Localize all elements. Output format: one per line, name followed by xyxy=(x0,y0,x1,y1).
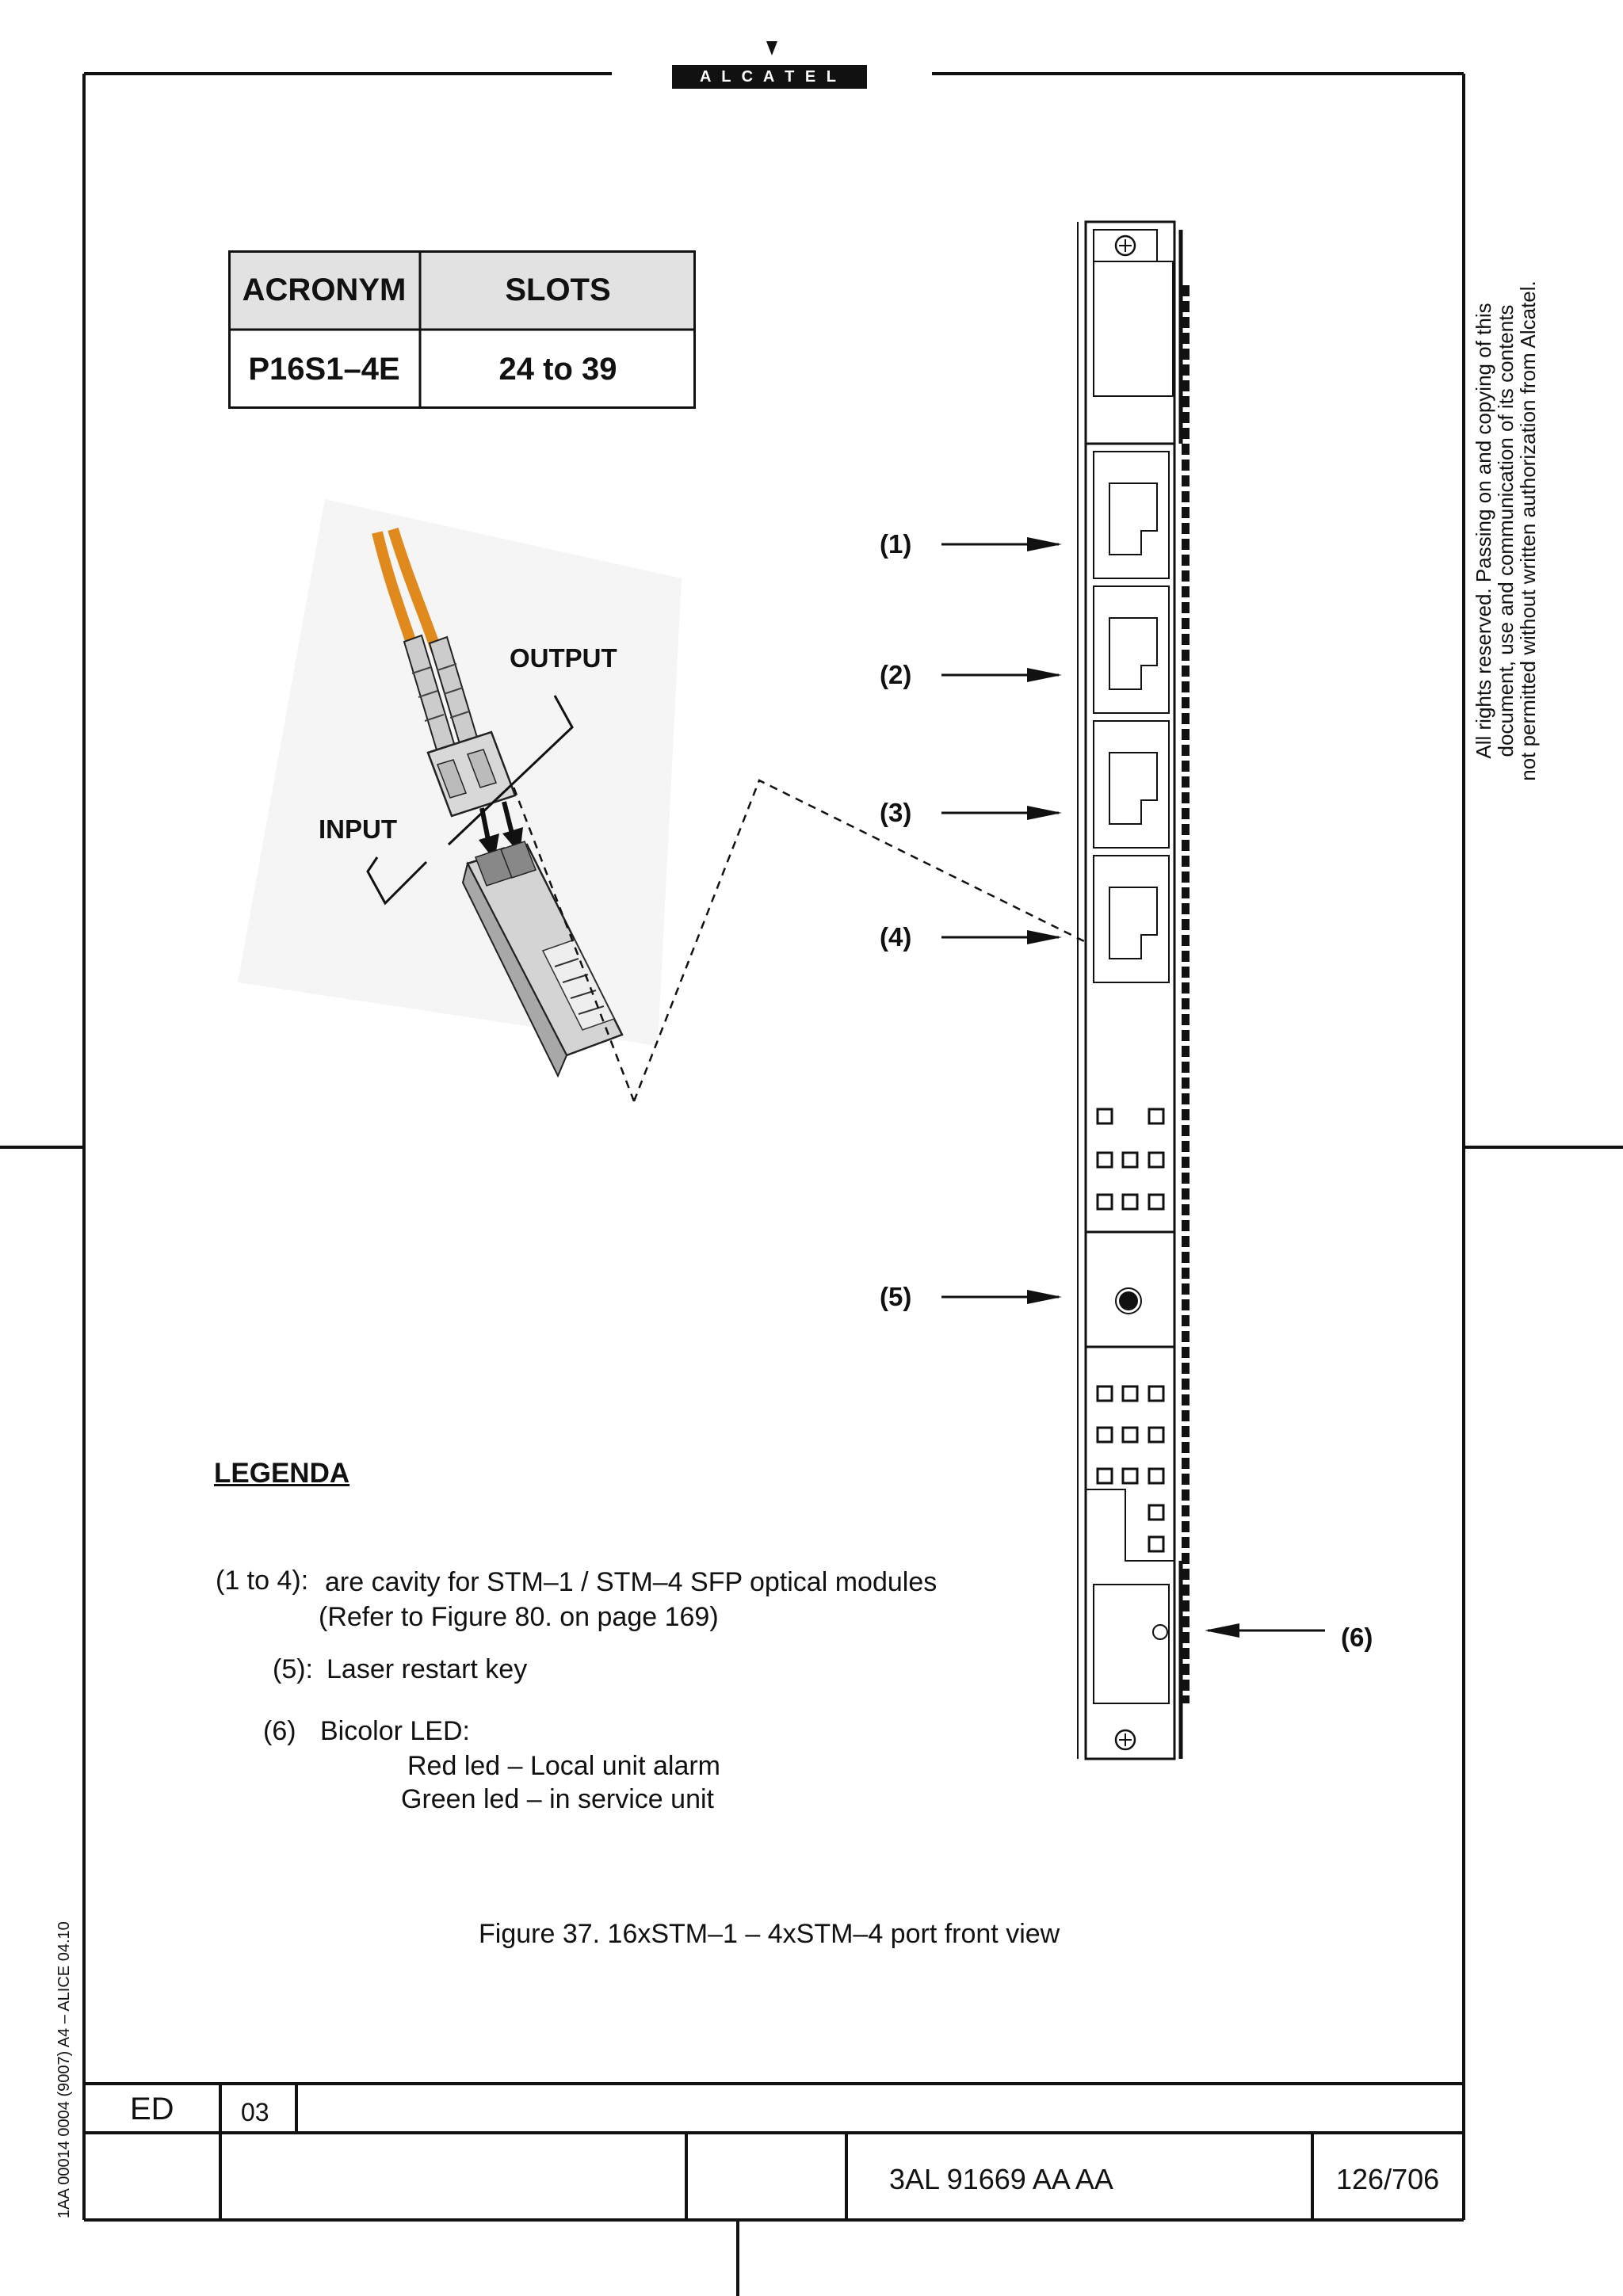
legend-text-3: Laser restart key xyxy=(327,1654,528,1684)
table-header-slots: SLOTS xyxy=(505,272,611,307)
rights-notice xyxy=(1472,277,1539,784)
callout-5: (5) xyxy=(880,1282,912,1311)
footer-ed-value: 03 xyxy=(241,2098,269,2126)
legend-key-4: (6) xyxy=(263,1716,296,1746)
logo-text: A L C A T E L xyxy=(699,68,840,86)
side-document-code: 1AA 00014 0004 (9007) A4 – ALICE 04.10 xyxy=(55,1921,73,2218)
legend-key-1: (1 to 4): xyxy=(216,1566,309,1596)
footer-ed-label: ED xyxy=(130,2092,174,2126)
legend-text-1: are cavity for STM–1 / STM–4 SFP optical modules xyxy=(325,1567,938,1597)
footer-page-number: 126/706 xyxy=(1336,2163,1440,2195)
callout-6: (6) xyxy=(1341,1623,1373,1652)
legend-text-6: Green led – in service unit xyxy=(401,1784,714,1814)
rights-line-1: All rights reserved. Passing on and copying of this xyxy=(1472,303,1495,759)
callout-2: (2) xyxy=(880,660,912,689)
callout-1: (1) xyxy=(880,529,912,559)
legend-text-2: (Refer to Figure 80. on page 169) xyxy=(319,1602,719,1632)
callout-4: (4) xyxy=(880,922,912,952)
table-cell-slots: 24 to 39 xyxy=(498,351,617,387)
legend-text-5: Red led – Local unit alarm xyxy=(407,1751,721,1781)
callout-3: (3) xyxy=(880,798,912,827)
footer-doc-code: 3AL 91669 AA AA xyxy=(889,2163,1113,2195)
input-label: INPUT xyxy=(319,814,397,844)
figure-caption: Figure 37. 16xSTM–1 – 4xSTM–4 port front view xyxy=(479,1919,1060,1949)
rights-line-2: document, use and communication of its contents xyxy=(1494,304,1518,757)
legend-text-4: Bicolor LED: xyxy=(320,1716,470,1746)
table-header-acronym: ACRONYM xyxy=(242,272,407,307)
legend-title: LEGENDA xyxy=(214,1458,350,1489)
table-cell-acronym: P16S1–4E xyxy=(248,351,400,387)
output-label: OUTPUT xyxy=(510,643,617,673)
rights-line-3: not permitted without written authorization from Alcatel. xyxy=(1516,280,1540,781)
legend-key-3: (5): xyxy=(273,1654,313,1684)
